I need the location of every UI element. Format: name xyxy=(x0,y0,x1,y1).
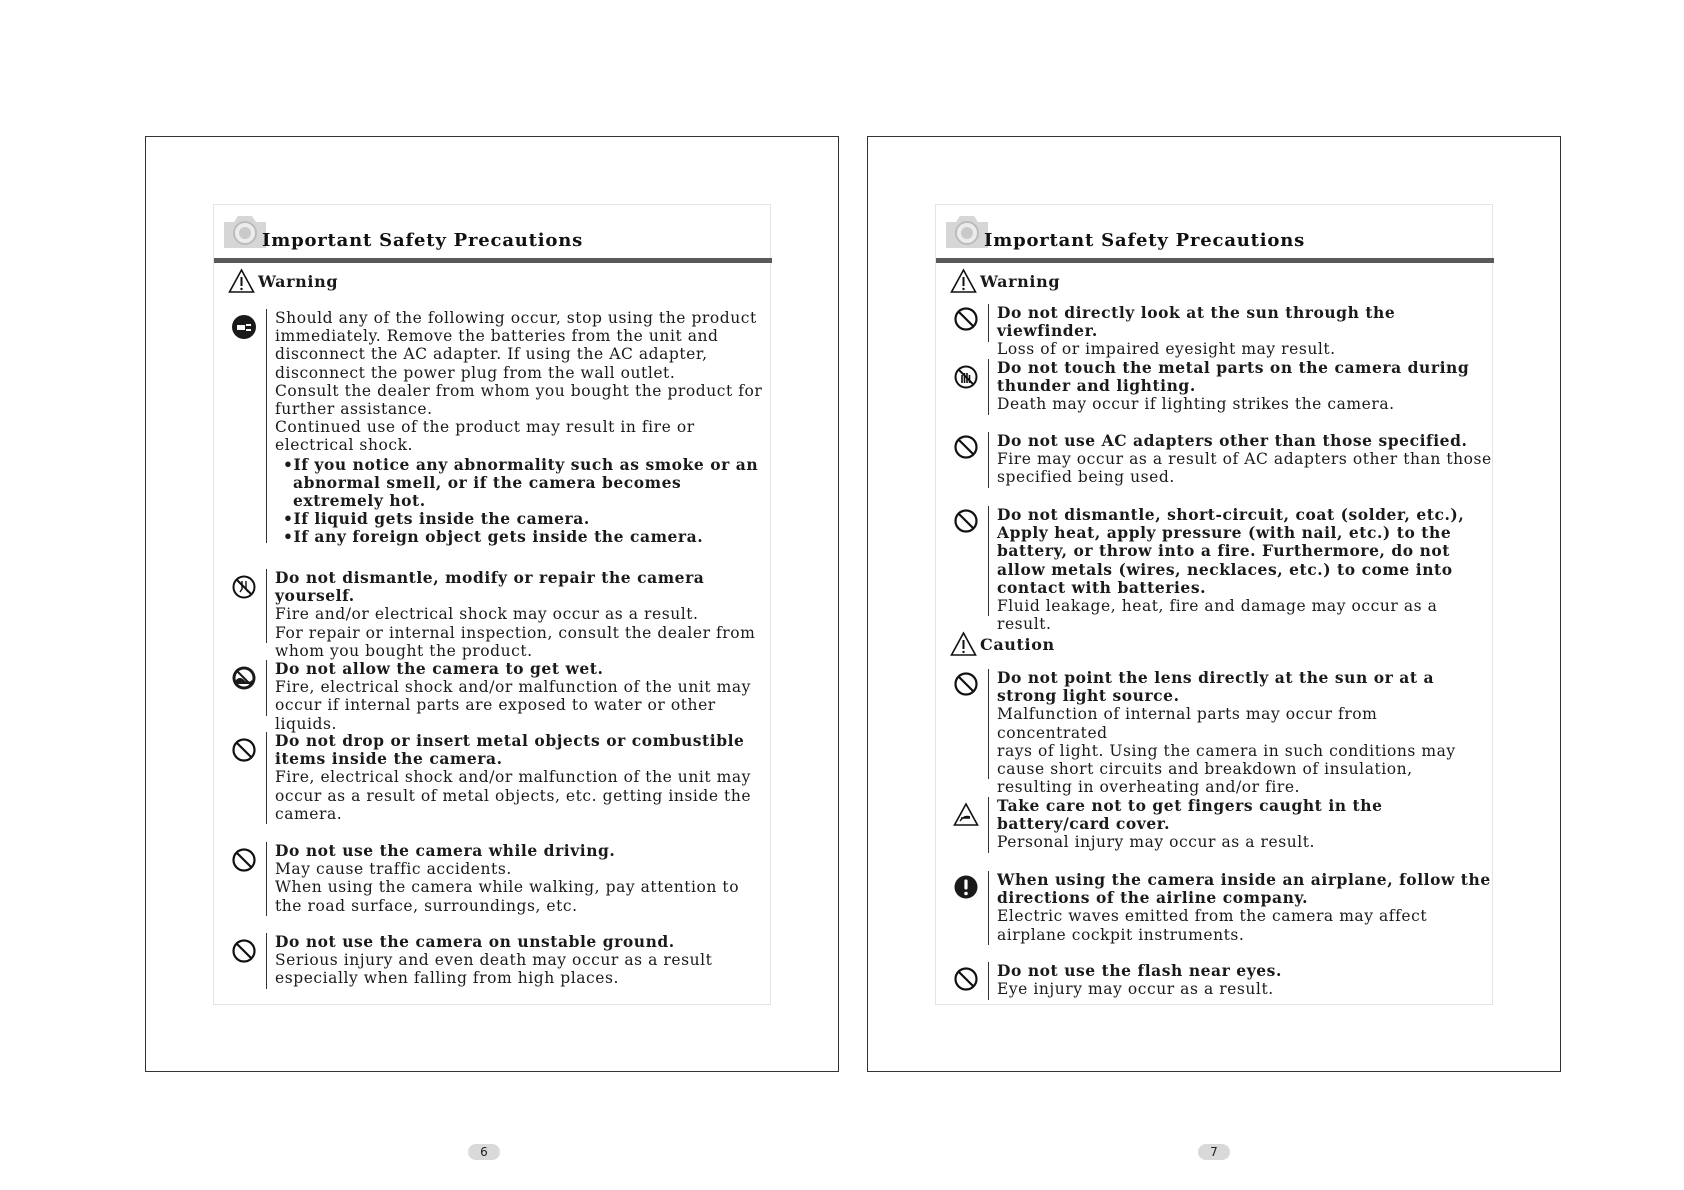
prohibited-icon xyxy=(953,508,979,534)
item-body-line: Loss of or impaired eyesight may result. xyxy=(997,340,1336,359)
item-body-line: immediately. Remove the batteries from the unit and xyxy=(275,327,719,346)
item-body-line: specified being used. xyxy=(997,468,1175,487)
item-body-line: rays of light. Using the camera in such conditions may xyxy=(997,741,1456,760)
prohibited-icon xyxy=(231,737,257,763)
finger-pinch-icon xyxy=(953,802,979,828)
warning-heading xyxy=(950,267,1060,295)
item-text xyxy=(266,659,771,733)
page-number: 7 xyxy=(1198,1144,1230,1160)
page-title: Important Safety Precautions xyxy=(262,230,584,251)
item-heading: Do not use AC adapters other than those specified. xyxy=(997,431,1468,450)
item-body-line: occur if internal parts are exposed to water or other liquids. xyxy=(275,696,716,733)
item-text xyxy=(988,432,1493,488)
item-body-line: Personal injury may occur as a result. xyxy=(997,833,1315,852)
item-body-line: airplane cockpit instruments. xyxy=(997,925,1245,944)
warning-label: Warning xyxy=(258,271,339,291)
page-content xyxy=(213,204,771,1005)
page-content xyxy=(935,204,1493,1005)
item-body-line: electrical shock. xyxy=(275,436,414,455)
item-body-line: Serious injury and even death may occur as a result xyxy=(275,951,713,970)
item-heading: Take care not to get fingers caught in the battery/card cover. xyxy=(997,796,1383,834)
item-body-line: whom you bought the product. xyxy=(275,641,533,660)
item-body-line: For repair or internal inspection, consult the dealer from xyxy=(275,623,756,642)
item-body-line: cause short circuits and breakdown of insulation, xyxy=(997,760,1413,779)
item-body-line: Fire may occur as a result of AC adapters other than those xyxy=(997,450,1492,469)
item-body-line: disconnect the power plug from the wall outlet. xyxy=(275,363,676,382)
no-touch-icon xyxy=(953,364,979,390)
page-6 xyxy=(145,136,839,1159)
item-heading: Do not directly look at the sun through the viewfinder. xyxy=(997,303,1396,341)
item-bullet: •If any foreign object gets inside the camera. xyxy=(283,527,704,547)
item-body-line: Fire, electrical shock and/or malfunction of the unit may xyxy=(275,768,751,787)
item-text xyxy=(266,933,771,989)
item-body-line: disconnect the AC adapter. If using the AC adapter, xyxy=(275,345,708,364)
prohibited-icon xyxy=(953,966,979,992)
item-text xyxy=(988,962,1493,1000)
item-heading: Do not dismantle, short-circuit, coat (solder, etc.), Apply heat, apply pressure (with nail, etc.) to the battery, or throw into a fire. Furthermore, do not allow metals (wires, necklaces, etc.) to come into contact with batteries. xyxy=(997,505,1465,597)
item-body-line: Continued use of the product may result in fire or xyxy=(275,418,695,437)
item-body-line: camera. xyxy=(275,804,343,823)
mandatory-icon xyxy=(953,874,979,900)
prohibited-icon xyxy=(953,306,979,332)
item-body-line: Electric waves emitted from the camera may affect xyxy=(997,907,1428,926)
item-text xyxy=(988,668,1493,797)
item-heading: Do not touch the metal parts on the camera during thunder and lighting. xyxy=(997,358,1470,396)
prohibited-icon xyxy=(231,938,257,964)
item-body-line: especially when falling from high places. xyxy=(275,969,619,988)
item-body-line: occur as a result of metal objects, etc. getting inside the xyxy=(275,786,752,805)
item-body-line: resulting in overheating and/or fire. xyxy=(997,778,1301,797)
warning-triangle-icon xyxy=(228,268,255,294)
item-body-line: Fire and/or electrical shock may occur as a result. xyxy=(275,605,699,624)
page-header xyxy=(214,205,772,263)
header-rule xyxy=(214,258,772,263)
item-heading: Do not dismantle, modify or repair the camera yourself. xyxy=(275,568,705,606)
item-body-line: May cause traffic accidents. xyxy=(275,860,512,879)
page-number: 6 xyxy=(468,1144,500,1160)
item-text xyxy=(988,505,1493,634)
page-title: Important Safety Precautions xyxy=(984,230,1306,251)
item-heading: Do not use the camera on unstable ground. xyxy=(275,932,675,951)
item-text xyxy=(266,568,771,660)
caution-label: Caution xyxy=(980,634,1055,654)
item-body-line: Consult the dealer from whom you bought the product for xyxy=(275,381,763,400)
item-body-line: When using the camera while walking, pay attention to xyxy=(275,878,740,897)
item-body-line: Should any of the following occur, stop using the product xyxy=(275,309,757,327)
prohibited-icon xyxy=(231,847,257,873)
item-body-line: Malfunction of internal parts may occur from concentrated xyxy=(997,705,1378,742)
item-body-line: Fluid leakage, heat, fire and damage may occur as a result. xyxy=(997,597,1438,634)
warning-heading xyxy=(228,267,338,295)
item-heading: Do not allow the camera to get wet. xyxy=(275,659,604,678)
item-text xyxy=(988,359,1493,415)
item-body-line: further assistance. xyxy=(275,400,433,419)
warning-triangle-icon xyxy=(950,268,977,294)
item-heading: Do not point the lens directly at the sun or at a strong light source. xyxy=(997,668,1435,706)
page-7 xyxy=(867,136,1561,1159)
item-body-line: the road surface, surroundings, etc. xyxy=(275,896,578,915)
item-text xyxy=(266,842,771,916)
item-text xyxy=(988,303,1493,359)
item-body-line: Eye injury may occur as a result. xyxy=(997,980,1274,999)
item-bullet: •If you notice any abnormality such as smoke or an abnormal smell, or if the camera becomes extremely hot. xyxy=(283,454,759,511)
warning-label: Warning xyxy=(980,271,1061,291)
item-heading: Do not use the camera while driving. xyxy=(275,841,616,860)
caution-triangle-icon xyxy=(950,631,977,657)
no-disassembly-icon xyxy=(231,574,257,600)
prohibited-icon xyxy=(953,434,979,460)
item-bullet: •If liquid gets inside the camera. xyxy=(283,509,590,529)
item-text xyxy=(266,309,771,547)
prohibited-icon xyxy=(953,671,979,697)
item-body-line: Fire, electrical shock and/or malfunction of the unit may xyxy=(275,678,751,697)
item-text xyxy=(988,797,1493,853)
item-heading: Do not drop or insert metal objects or combustible items inside the camera. xyxy=(275,731,745,769)
unplug-icon xyxy=(231,314,257,340)
item-body-line: Death may occur if lighting strikes the camera. xyxy=(997,395,1395,414)
item-heading: Do not use the flash near eyes. xyxy=(997,961,1282,980)
caution-heading xyxy=(950,630,1055,658)
item-text xyxy=(266,732,771,824)
item-text xyxy=(988,871,1493,945)
page-header xyxy=(936,205,1494,263)
no-water-icon xyxy=(231,665,257,691)
header-rule xyxy=(936,258,1494,263)
item-heading: When using the camera inside an airplane, follow the directions of the airline company. xyxy=(997,870,1491,908)
